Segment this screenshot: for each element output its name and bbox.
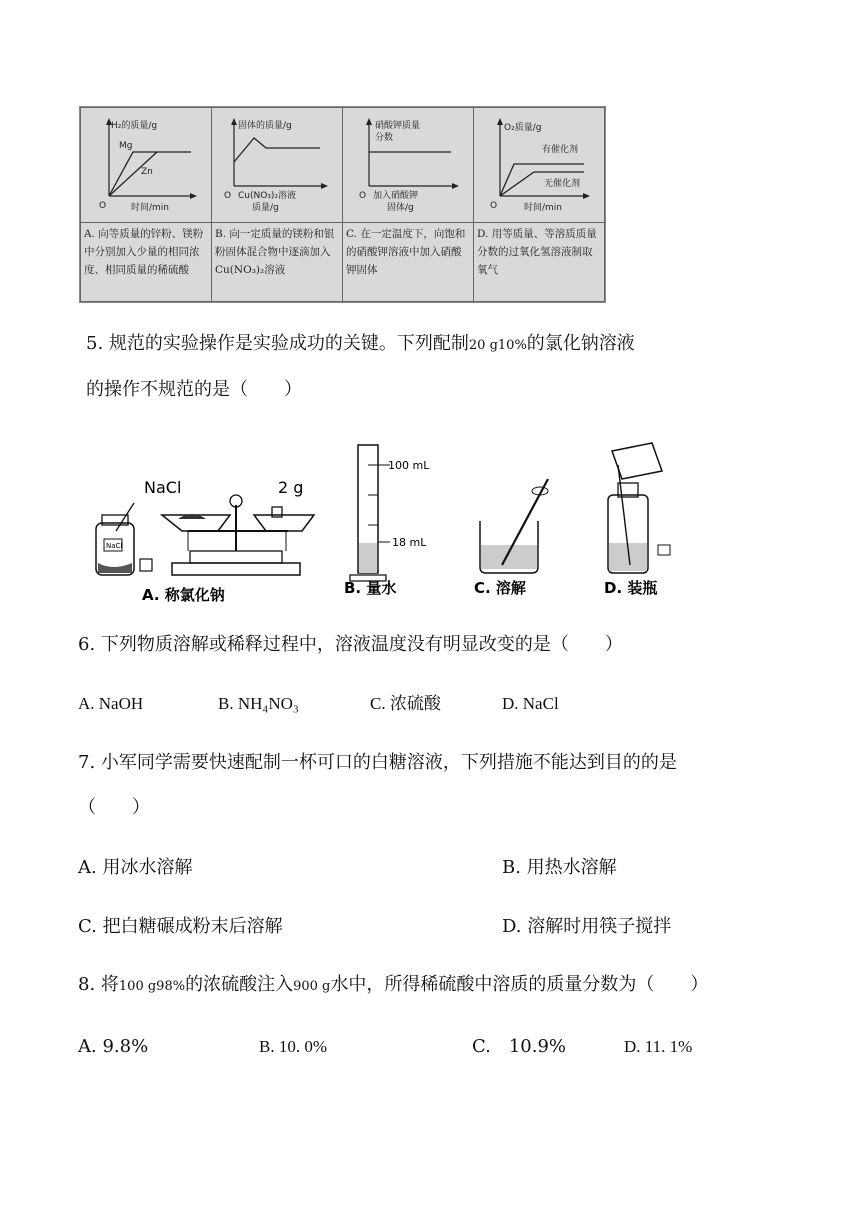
q5-line1: 5. 规范的实验操作是实验成功的关键。下列配制20 g10%的氯化钠溶液 bbox=[86, 333, 635, 354]
q7-paren: （ ） bbox=[78, 797, 150, 818]
q6-option-c[interactable]: C. 浓硫酸 bbox=[370, 694, 441, 713]
weight-label: 2 g bbox=[278, 478, 304, 497]
q8-stem: 8. 将100 g98%的浓硫酸注入900 g水中，所得稀硫酸中溶质的质量分数为（ ） bbox=[78, 974, 709, 995]
label-c: C. 溶解 bbox=[474, 579, 526, 597]
q7-stem: 7. 小军同学需要快速配制一杯可口的白糖溶液，下列措施不能达到目的的是 bbox=[78, 752, 677, 773]
reagent-bottle-icon bbox=[608, 443, 670, 573]
graph-b-xlabel-2: 质量/g bbox=[252, 203, 279, 213]
graph-a-xlabel: 时间/min bbox=[131, 203, 170, 213]
q5-line2: 的操作不规范的是（ ） bbox=[86, 379, 302, 400]
q8-option-d[interactable]: D. 11. 1% bbox=[624, 1037, 693, 1056]
q7-option-a[interactable]: A. 用冰水溶解 bbox=[78, 857, 193, 878]
graph-a-mg: Mg bbox=[119, 141, 133, 151]
q5-figure bbox=[90, 435, 690, 610]
graph-c-ylabel-1: 硝酸钾质量 bbox=[375, 121, 421, 131]
graph-d-catalyst: 有催化剂 bbox=[542, 145, 579, 155]
graph-c bbox=[343, 108, 474, 223]
graduated-cylinder-icon bbox=[350, 445, 390, 581]
graph-b bbox=[212, 108, 343, 223]
nacl-label: NaCl bbox=[144, 478, 182, 497]
caption-d: D. 用等质量、等溶质质量分数的过氧化氢溶液制取氧气 bbox=[474, 223, 605, 302]
reagent-jar-icon bbox=[96, 503, 134, 575]
graph-a bbox=[81, 108, 212, 223]
graph-a-zn: Zn bbox=[141, 167, 153, 177]
svg-text:NaCl: NaCl bbox=[106, 542, 123, 550]
graph-table bbox=[79, 106, 606, 303]
graph-b-xlabel-1: Cu(NO₃)₂溶液 bbox=[238, 191, 297, 201]
q6-option-b[interactable]: B. NH₄NO₃ bbox=[218, 694, 299, 713]
beaker-icon bbox=[480, 479, 548, 573]
caption-a: A. 向等质量的锌粉、镁粉中分别加入少量的相同浓度、相同质量的稀硫酸 bbox=[81, 223, 212, 302]
ml100-label: 100 mL bbox=[388, 459, 430, 472]
label-d: D. 装瓶 bbox=[604, 579, 658, 597]
caption-b: B. 向一定质量的镁粉和银粉固体混合物中逐滴加入Cu(NO₃)₂溶液 bbox=[212, 223, 343, 302]
stopper-icon bbox=[140, 559, 152, 571]
label-b: B. 量水 bbox=[344, 579, 397, 597]
ml18-label: 18 mL bbox=[392, 536, 427, 549]
label-a: A. 称氯化钠 bbox=[142, 586, 225, 604]
svg-text:O: O bbox=[99, 201, 107, 211]
q7-option-c[interactable]: C. 把白糖碾成粉末后溶解 bbox=[78, 916, 283, 937]
q6-option-a[interactable]: A. NaOH bbox=[78, 694, 144, 713]
q8-option-c[interactable]: C. 10.9% bbox=[472, 1036, 567, 1057]
svg-text:O: O bbox=[359, 191, 367, 201]
q6-option-d[interactable]: D. NaCl bbox=[502, 694, 559, 713]
graph-a-ylabel: H₂的质量/g bbox=[111, 121, 158, 131]
svg-text:O: O bbox=[490, 201, 498, 211]
q7-option-b[interactable]: B. 用热水溶解 bbox=[502, 857, 617, 878]
graph-c-ylabel-2: 分数 bbox=[375, 133, 394, 143]
graph-d-ylabel: O₂质量/g bbox=[504, 123, 542, 133]
q8-option-a[interactable]: A. 9.8% bbox=[78, 1036, 149, 1057]
graph-d bbox=[474, 108, 605, 223]
graph-d-xlabel: 时间/min bbox=[524, 203, 563, 213]
q7-option-d[interactable]: D. 溶解时用筷子搅拌 bbox=[502, 916, 672, 937]
svg-text:O: O bbox=[224, 191, 232, 201]
q8-option-b[interactable]: B. 10. 0% bbox=[259, 1037, 327, 1056]
graph-c-xlabel-2: 固体/g bbox=[387, 203, 414, 213]
caption-c: C. 在一定温度下，向饱和的硝酸钾溶液中加入硝酸钾固体 bbox=[343, 223, 474, 302]
graph-d-no-catalyst: 无催化剂 bbox=[544, 179, 581, 189]
q6-stem: 6. 下列物质溶解或稀释过程中，溶液温度没有明显改变的是（ ） bbox=[78, 634, 623, 655]
graph-b-ylabel: 固体的质量/g bbox=[238, 121, 292, 131]
graph-c-xlabel-1: 加入硝酸钾 bbox=[373, 191, 419, 201]
balance-icon bbox=[162, 495, 314, 575]
